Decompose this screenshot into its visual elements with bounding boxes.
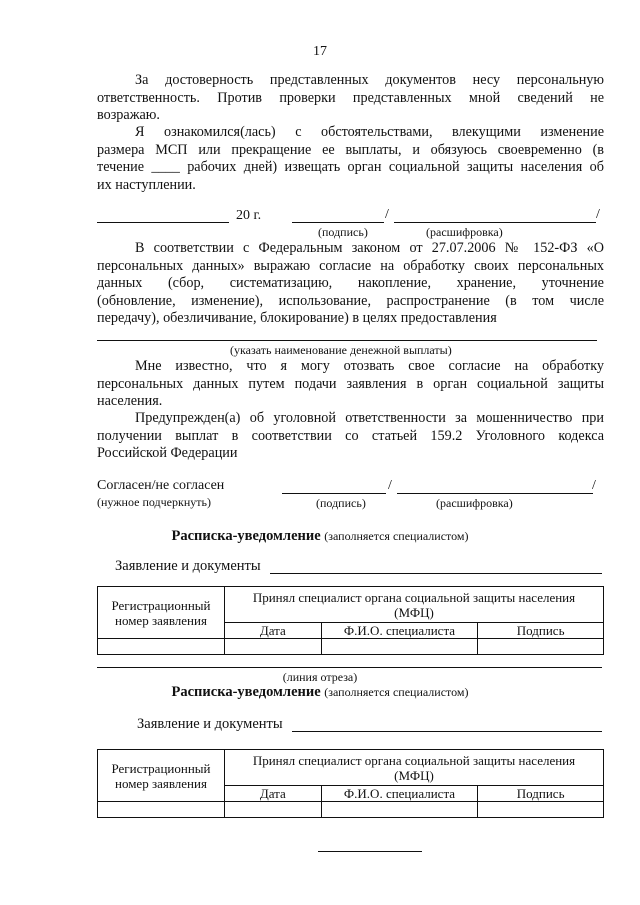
signature-caption: (подпись) [318, 225, 368, 239]
reg-number-cell[interactable] [98, 639, 225, 655]
text-line: получении выплат в соответствии со статьей 159.2 Уголовного кодекса [97, 427, 604, 444]
text-line: передачу), обезличивание, блокирование) в целях предоставления [97, 310, 497, 327]
text-line: населения. [97, 393, 163, 410]
text-line: персональных данных путем подачи заявления в орган социальной защиты [97, 375, 604, 392]
table-row [98, 639, 604, 655]
date-header: Дата [224, 623, 321, 639]
text-line: размера МСП или прекращение ее выплаты, и обязуюсь своевременно (в [97, 141, 604, 158]
decode-caption: (расшифровка) [426, 225, 503, 239]
text-line: Я ознакомился(лась) с обстоятельствами, влекущими изменение [135, 124, 604, 140]
text-line: их наступлении. [97, 176, 196, 193]
receipt-title-note: (заполняется специалистом) [324, 685, 469, 699]
specialist-name-header: Ф.И.О. специалиста [321, 623, 478, 639]
text-line: течение ____ рабочих дней) извещать орган социальной защиты населения об [97, 159, 604, 176]
text-line: (обновление, изменение), использование, распространение (в том числе [97, 292, 604, 309]
text-line: Мне известно, что я могу отозвать свое согласие на обработку [135, 358, 604, 374]
cut-line [97, 667, 602, 668]
receipt-title-note: (заполняется специалистом) [324, 529, 469, 543]
specialist-name-header: Ф.И.О. специалиста [321, 786, 478, 802]
reg-number-cell[interactable] [98, 802, 225, 818]
decode-caption: (расшифровка) [436, 496, 513, 510]
date-header: Дата [224, 786, 321, 802]
date-field[interactable] [97, 222, 229, 223]
slash: / [592, 478, 596, 493]
receipt-title-text: Расписка-уведомление [171, 528, 321, 544]
specialist-name-cell[interactable] [321, 639, 478, 655]
date-cell[interactable] [224, 802, 321, 818]
receipt-title [0, 684, 640, 701]
receipt-title-text: Расписка-уведомление [171, 684, 321, 700]
cut-line-caption: (линия отреза) [282, 670, 358, 684]
fraud-warning-paragraph [97, 410, 604, 463]
signature-field[interactable] [282, 493, 386, 494]
acknowledgement-paragraph [97, 124, 604, 194]
signature-header: Подпись [478, 623, 604, 639]
text-line: персональных данных» выражаю согласие на обработку своих персональных [97, 257, 604, 274]
receipt-table [97, 586, 604, 655]
signature-decode-field[interactable] [397, 493, 593, 494]
signature-caption: (подпись) [316, 496, 366, 510]
text-line: возражаю. [97, 107, 160, 124]
slash: / [385, 207, 389, 222]
agree-label: Согласен/не согласен [97, 478, 225, 493]
personal-data-consent-paragraph [97, 240, 604, 328]
year-label: 20 г. [236, 208, 262, 223]
page-number: 17 [313, 44, 327, 59]
docs-field[interactable] [292, 731, 602, 732]
text-line: ответственность. Против проверки представленных мной сведений не [97, 89, 604, 106]
docs-label: Заявление и документы [137, 716, 283, 732]
accepted-by-header: Принял специалист органа социальной защиты населения (МФЦ) [224, 587, 603, 623]
text-line: Предупрежден(а) об уголовной ответственности за мошенничество при [135, 410, 604, 426]
table-row [98, 802, 604, 818]
signature-cell[interactable] [478, 802, 604, 818]
text-line: Российской Федерации [97, 445, 238, 462]
reg-number-header: Регистрационный номер заявления [98, 750, 225, 802]
payment-name-field[interactable] [97, 340, 597, 341]
responsibility-paragraph [97, 72, 604, 125]
reg-number-header: Регистрационный номер заявления [98, 587, 225, 639]
revoke-consent-paragraph [97, 358, 604, 411]
text-line: данных (сбор, систематизацию, накопление, хранение, уточнение [97, 275, 604, 292]
docs-field[interactable] [270, 573, 602, 574]
signature-header: Подпись [478, 786, 604, 802]
docs-label: Заявление и документы [115, 558, 261, 574]
signature-field[interactable] [292, 222, 384, 223]
slash: / [596, 207, 600, 222]
signature-cell[interactable] [478, 639, 604, 655]
signature-decode-field[interactable] [394, 222, 596, 223]
text-line: В соответствии с Федеральным законом от 27.07.2006 № 152-ФЗ «О [135, 240, 604, 256]
slash: / [388, 478, 392, 493]
footer-rule [318, 851, 422, 852]
underline-note: (нужное подчеркнуть) [97, 495, 211, 509]
accepted-by-header: Принял специалист органа социальной защиты населения (МФЦ) [224, 750, 603, 786]
text-line: За достоверность представленных документов несу персональную [135, 72, 604, 88]
receipt-title [0, 528, 640, 545]
receipt-table [97, 749, 604, 818]
date-cell[interactable] [224, 639, 321, 655]
payment-caption: (указать наименование денежной выплаты) [230, 343, 452, 357]
specialist-name-cell[interactable] [321, 802, 478, 818]
